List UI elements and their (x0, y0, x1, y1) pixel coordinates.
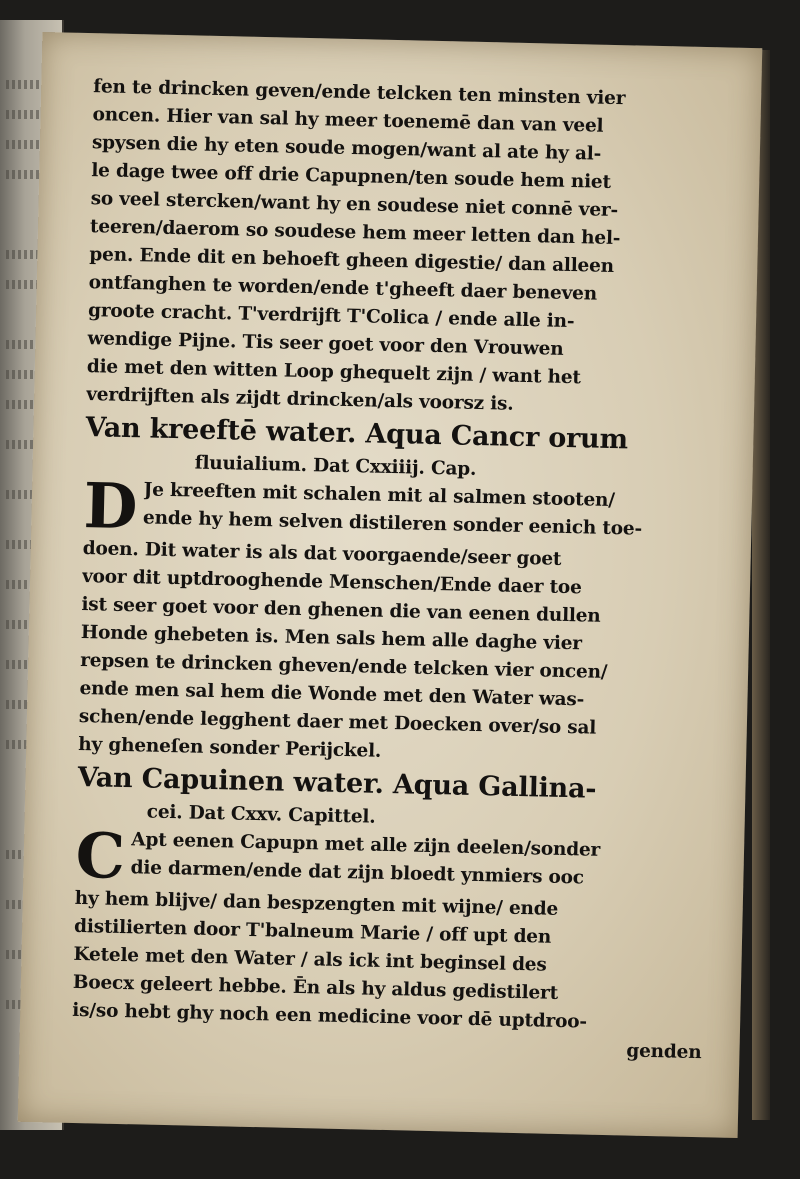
text-line: distilierten door T'balneum Marie / off upt den (73, 915, 552, 948)
text-line: Honde ghebeten is. Men sals hem alle daghe vier (80, 622, 583, 655)
text-line: ist seer goet voor den ghenen die van eenen dullen (81, 594, 601, 627)
drop-cap: D (82, 469, 139, 544)
text-line: doen. Dit water is als dat voorgaende/seer goet (82, 538, 562, 570)
text-line: Je kreeften mit schalen mit al salmen stooten/ (143, 479, 616, 512)
section-heading: Van kreeftē water. Aqua Cancr orum (85, 412, 629, 456)
text-line: repsen te drincken gheven/ende telcken vier oncen/ (79, 649, 608, 683)
text-line: ende men sal hem die Wonde met den Water was- (79, 677, 585, 711)
text-line: schen/ende legghent daer met Doecken over/so sal (78, 705, 597, 739)
text-line: hy hem blijve/ dan bespzengten mit wijne/ ende (74, 887, 559, 920)
book-page (18, 32, 763, 1138)
drop-cap: C (74, 818, 126, 894)
text-line: die met den witten Loop ghequelt zijn / want het (86, 356, 582, 389)
text-line: oncen. Hier van sal hy meer toenemē dan van veel (92, 104, 604, 137)
section-heading: Van Capuinen water. Aqua Gallina- (77, 761, 597, 805)
text-line: verdrijften als zijdt drincken/als voorsz is. (86, 384, 514, 415)
text-line: pen. Ende dit en behoeft gheen digestie/ dan alleen (89, 244, 615, 277)
text-line: so veel stercken/want hy en soudese niet connē ver- (90, 188, 619, 222)
paragraph-capuinen (72, 818, 716, 1039)
text-line: voor dit uptdrooghende Menschen/Ende daer toe (81, 566, 582, 599)
text-line: Boecx geleert hebbe. Ēn als hy aldus gedistilert (72, 971, 559, 1004)
text-line: wendige Pijne. Tis seer goet voor den Vrouwen (87, 328, 564, 360)
text-line: Apt eenen Capupn met alle zijn deelen/sonder (131, 829, 601, 861)
text-line: is/so hebt ghy noch een medicine voor dē uptdroo- (72, 999, 588, 1033)
text-line: teeren/daerom so soudese hem meer letten dan hel- (89, 216, 621, 250)
chapter-subheading: fluuialium. Dat Cxxiiij. Cap. (194, 452, 477, 480)
text-line: ontfanghen te worden/ende t'gheeft daer beneven (88, 272, 598, 305)
text-line: hy gheneſen sonder Perijckel. (78, 733, 382, 762)
catchword: genden (626, 1040, 702, 1064)
page-text-block (71, 73, 733, 1067)
text-line: Ketele met den Water / als ick int beginsel des (73, 943, 547, 976)
text-line: le dage twee off drie Capupnen/ten soude hem niet (91, 160, 612, 193)
paragraph-kreeften (78, 469, 724, 773)
text-line: ende hy hem selven distileren sonder eenich toe- (142, 507, 643, 540)
text-line: die darmen/ende dat zijn bloedt ynmiers ooc (130, 857, 585, 889)
text-line: fen te drincken geven/ende telcken ten minsten vier (92, 76, 626, 110)
chapter-subheading: cei. Dat Cxxv. Capittel. (146, 801, 376, 828)
text-line: spysen die hy eten soude mogen/want al ate hy al- (91, 132, 602, 165)
text-line: groote cracht. T'verdrijft T'Colica / ende alle in- (87, 300, 575, 333)
